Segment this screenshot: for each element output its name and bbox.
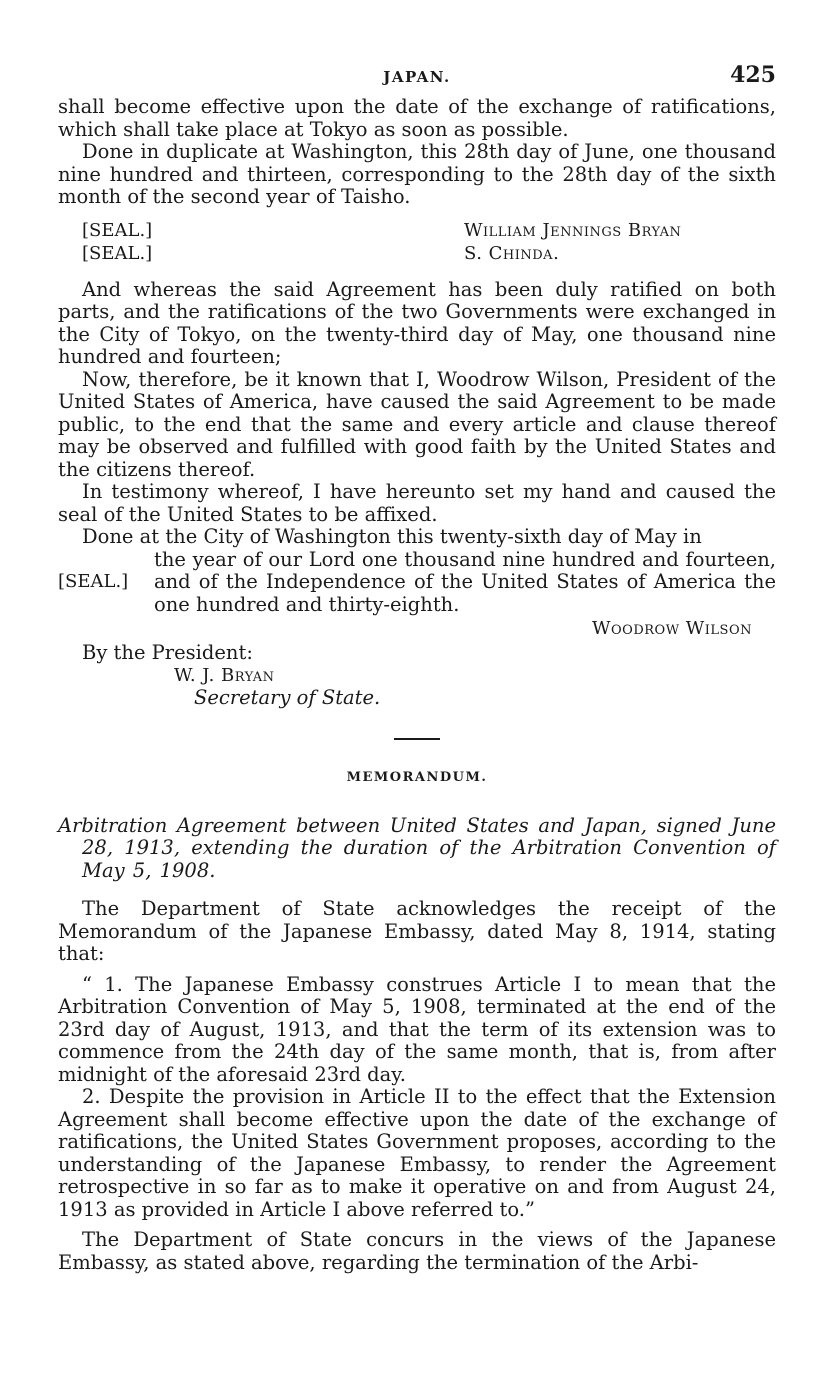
secretary-title: Secretary of State. — [194, 686, 381, 709]
section-divider — [394, 738, 440, 740]
paragraph-continuation: shall become effective upon the date of the exchange of ratifications, which shall take place at Tokyo as soon as possible. — [58, 95, 776, 141]
paragraph-testimony: In testimony whereof, I have hereunto set my hand and caused the seal of the United States to be affixed. — [58, 480, 776, 526]
document-page — [58, 62, 776, 1274]
memo-quote-item-1: “ 1. The Japanese Embassy construes Article I to mean that the Arbitration Convention of May 5, 1908, terminated at the end of the 23rd day of August, 1913, and that the term of its extension was to commence from the 24th day of the same month, that is, from after midnight of the aforesaid 23rd day. — [58, 972, 776, 1086]
done-at-block — [58, 526, 776, 616]
memo-paragraph-concurrence: The Department of State concurs in the views of the Japanese Embassy, as stated above, regarding the termination of the Arbi- — [58, 1228, 776, 1274]
paragraph-proclamation: Now, therefore, be it known that I, Woodrow Wilson, President of the United States of America, have caused the said Agreement to be made public, to the end that the same and every article and clause thereof may be observed and fulfilled with good faith by the United States and the citizens thereof. — [58, 367, 776, 481]
signature-row — [58, 242, 776, 265]
signatory-name: S. Chinda. — [464, 242, 560, 264]
page-number: 425 — [730, 62, 776, 88]
memo-paragraph-receipt: The Department of State acknowledges the receipt of the Memorandum of the Japanese Embassy, dated May 8, 1914, stating that: — [58, 897, 776, 965]
seal-mark: [SEAL.] — [82, 219, 153, 241]
running-head: JAPAN. — [383, 68, 451, 86]
memo-quote-item-2: 2. Despite the provision in Article II to the effect that the Extension Agreement shall become effective upon the date of the exchange of ratifications, the United States Government proposes, according to the understanding of the Japanese Embassy, to render the Agreement retrospective in so far as to make it operative on and from August 24, 1913 as provided in Article I above referred to.” — [58, 1085, 776, 1221]
paragraph-ratification: And whereas the said Agreement has been duly ratified on both parts, and the ratifications of the two Governments were exchanged in the City of Tokyo, on the twenty-third day of May, one thousand nine hundred and fourteen; — [58, 277, 776, 368]
seal-mark: [SEAL.] — [58, 571, 129, 592]
done-at-continuation: the year of our Lord one thousand nine hundred and fourteen, and of the Independence of the United States of America the one hundred and thirty-eighth. — [154, 547, 776, 616]
paragraph-done-duplicate: Done in duplicate at Washington, this 28th day of June, one thousand nine hundred and thirteen, corresponding to the 28th day of the sixth month of the second year of Taisho. — [58, 140, 776, 208]
done-at-first-line: Done at the City of Washington this twenty-sixth day of May in — [82, 525, 702, 548]
president-signature: Woodrow Wilson — [592, 618, 752, 639]
memorandum-subtitle: Arbitration Agreement between United States and Japan, signed June 28, 1913, extending the duration of the Arbitration Convention of May 5, 1908. — [58, 813, 776, 882]
memorandum-heading: MEMORANDUM. — [346, 769, 488, 785]
signature-row — [58, 219, 776, 242]
by-the-president: By the President: — [82, 641, 253, 664]
signatory-name: William Jennings Bryan — [464, 219, 682, 241]
page-header — [58, 62, 776, 96]
signature-block — [58, 219, 776, 265]
secretary-name: W. J. Bryan — [174, 664, 275, 686]
seal-mark: [SEAL.] — [82, 242, 153, 264]
